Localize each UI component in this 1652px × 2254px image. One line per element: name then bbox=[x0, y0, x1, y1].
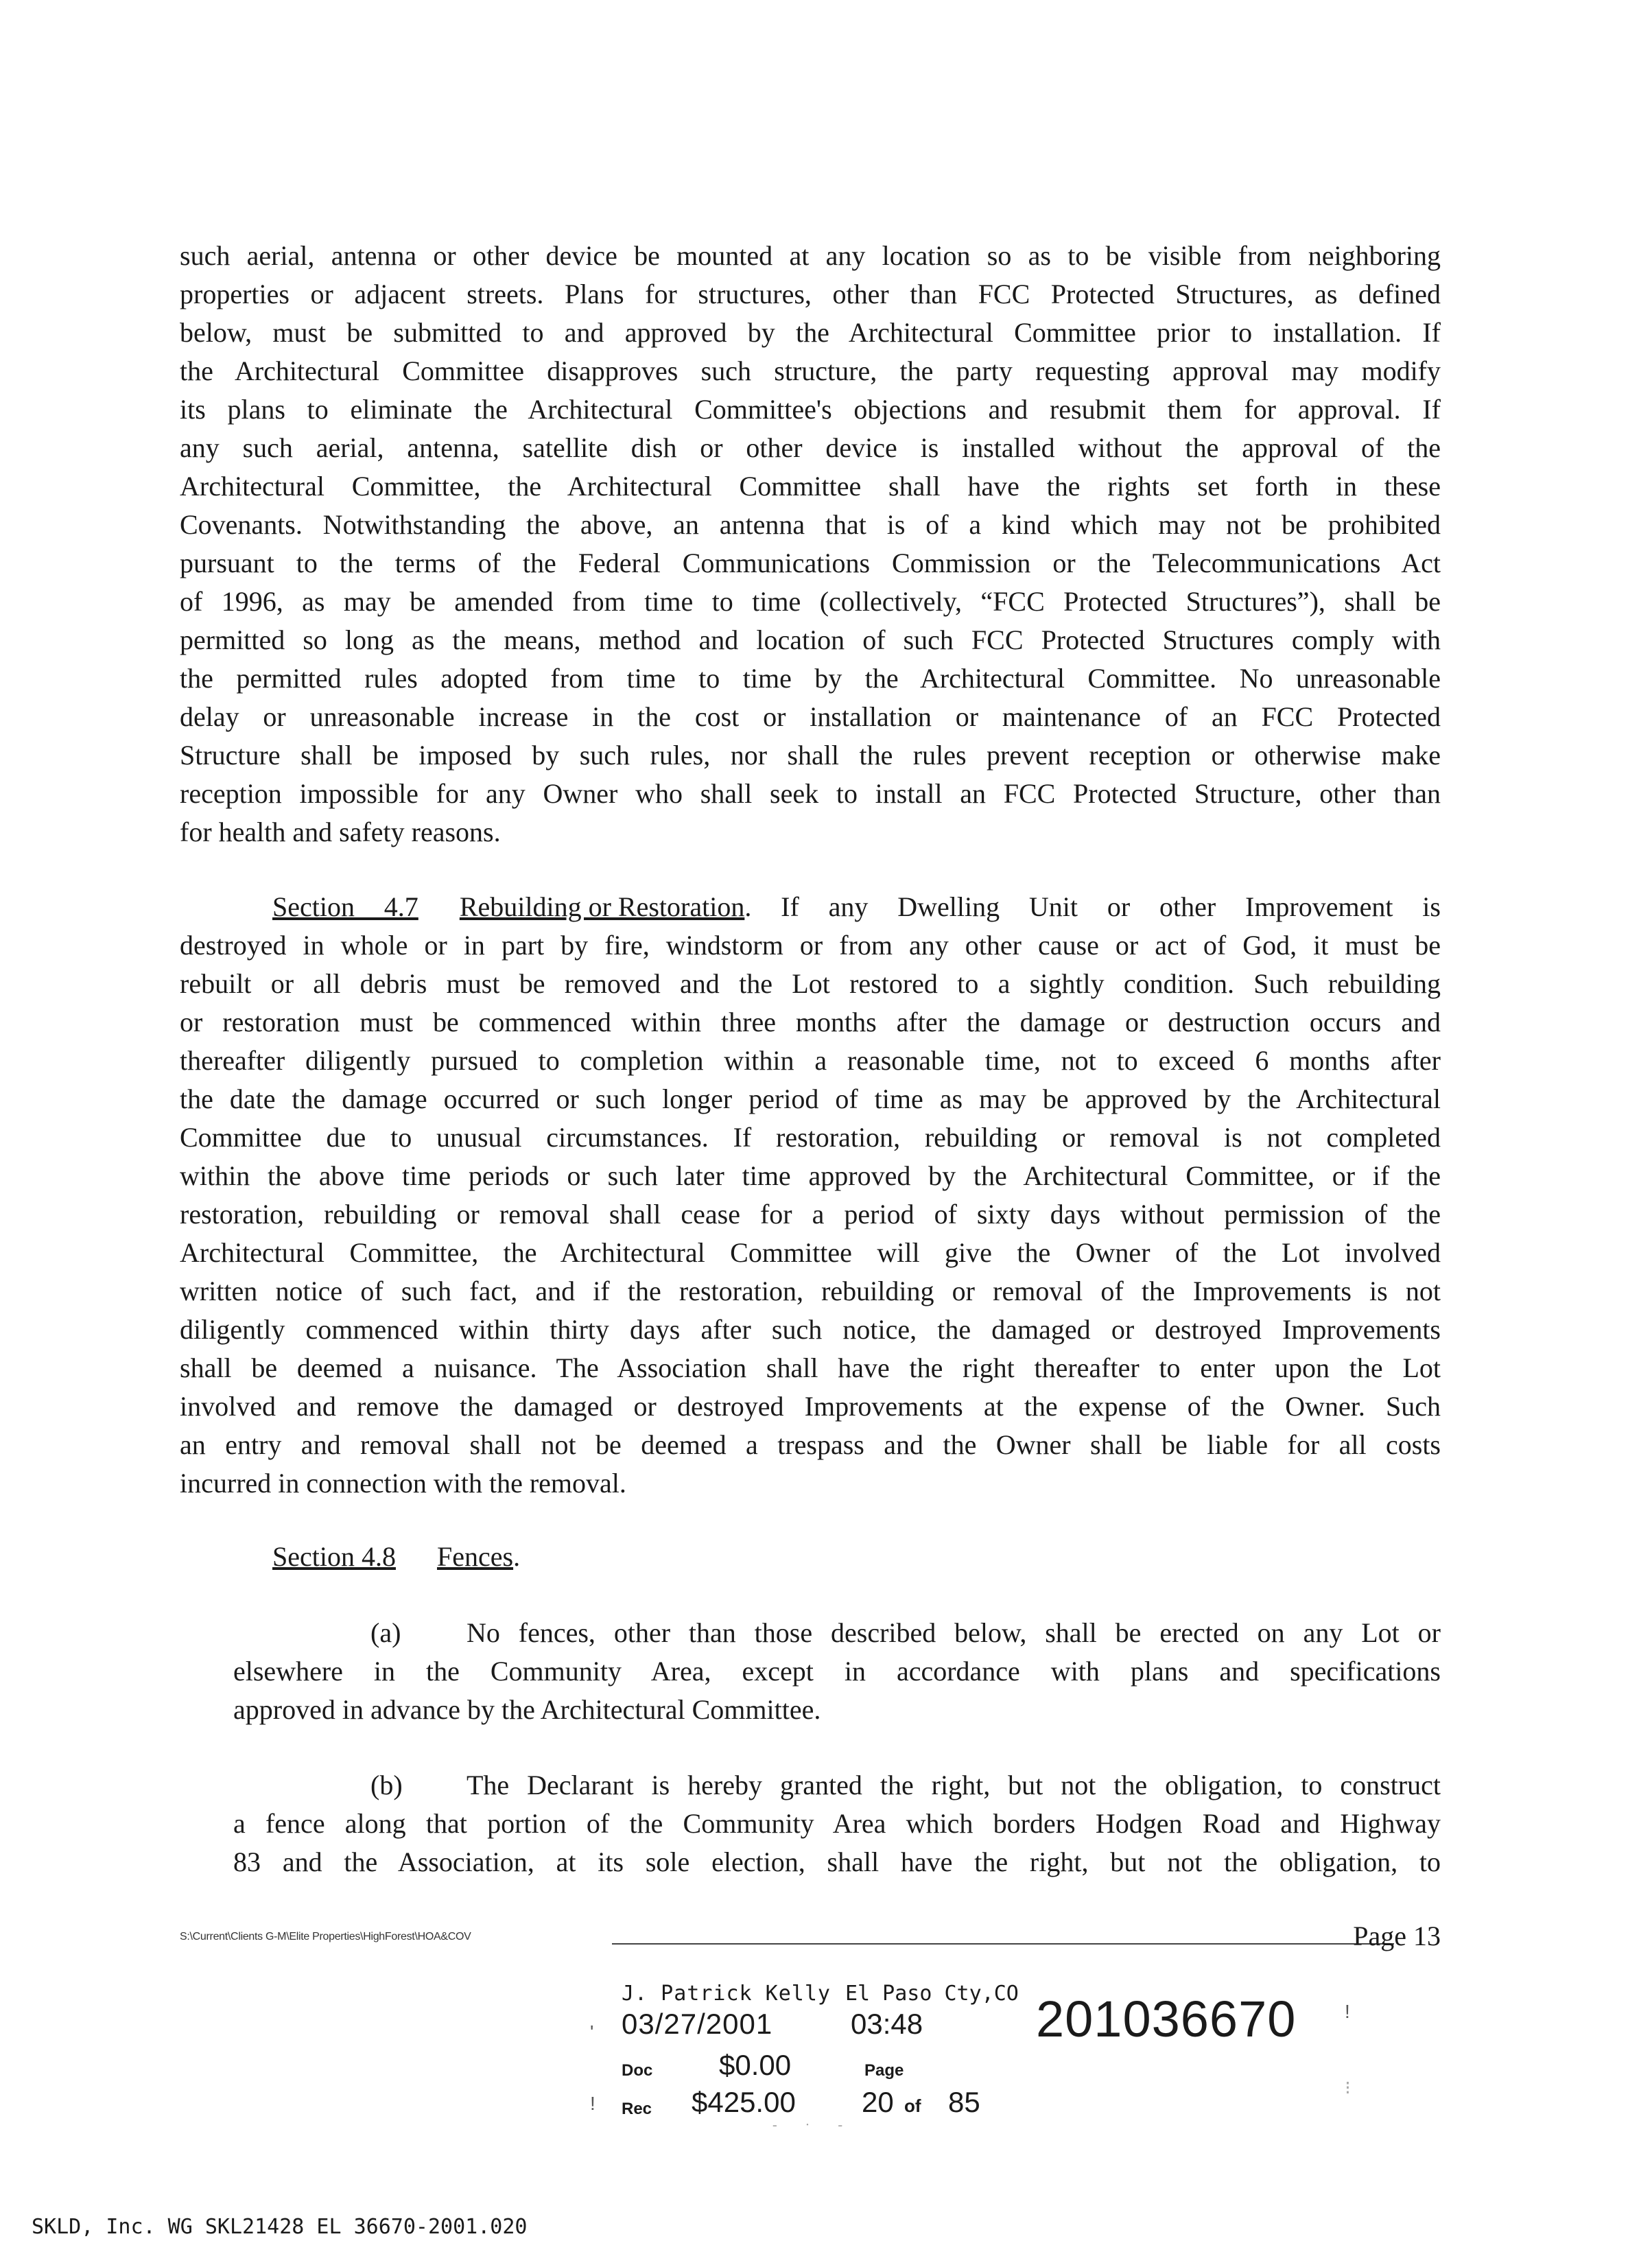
text-line: incurred in connection with the removal. bbox=[180, 1468, 626, 1499]
text-line: Covenants. Notwithstanding the above, an antenna that is of a kind which may not be prohibited bbox=[180, 509, 1441, 540]
text-line: of 1996, as may be amended from time to time (collectively, “FCC Protected Structures”), shall be bbox=[180, 586, 1441, 617]
text-fragment: . bbox=[513, 1541, 521, 1572]
paragraph-antenna-restrictions bbox=[180, 237, 1441, 852]
item-label: (b) bbox=[370, 1770, 403, 1800]
scan-mark: ! bbox=[590, 2093, 595, 2114]
scan-mark: ⁝ bbox=[1345, 2077, 1351, 2098]
reception-number: 201036670 bbox=[1036, 1991, 1297, 2047]
text-line: for health and safety reasons. bbox=[180, 817, 501, 847]
text-line: reception impossible for any Owner who shall seek to install an FCC Protected Structure, other than bbox=[180, 778, 1441, 809]
text-line: restoration, rebuilding or removal shall cease for a period of sixty days without permission of the bbox=[180, 1199, 1441, 1230]
page-label: Page bbox=[864, 2061, 904, 2080]
text-fragment: No fences, other than those described below, shall be erected on any Lot or bbox=[467, 1617, 1441, 1648]
footer-rule bbox=[612, 1943, 1394, 1945]
text-line: a fence along that portion of the Community Area which borders Hodgen Road and Highway bbox=[233, 1808, 1441, 1839]
text-line: the permitted rules adopted from time to time by the Architectural Committee. No unreasonable bbox=[180, 663, 1441, 694]
record-time: 03:48 bbox=[851, 2008, 923, 2040]
text-line: approved in advance by the Architectural Committee. bbox=[233, 1694, 821, 1725]
item-b bbox=[233, 1766, 1441, 1881]
section-heading-line bbox=[180, 888, 1441, 926]
section-title: Fences bbox=[436, 1541, 514, 1572]
scan-mark: ! bbox=[1345, 2001, 1350, 2022]
text-fragment: . If any Dwelling Unit or other Improvement is bbox=[744, 891, 1441, 922]
section-heading-line bbox=[272, 1538, 520, 1576]
text-line: diligently commenced within thirty days after such notice, the damaged or destroyed Improvements bbox=[180, 1314, 1441, 1345]
text-line: rebuilt or all debris must be removed and the Lot restored to a sightly condition. Such rebuilding bbox=[180, 968, 1441, 999]
text-line: or restoration must be commenced within three months after the damage or destruction occurs and bbox=[180, 1007, 1441, 1037]
text-line: 83 and the Association, at its sole election, shall have the right, but not the obligation, to bbox=[233, 1846, 1441, 1877]
section-4-8-heading bbox=[272, 1538, 520, 1576]
section-label: Section 4.8 bbox=[272, 1541, 396, 1572]
text-line: below, must be submitted to and approved by the Architectural Committee prior to installation. If bbox=[180, 317, 1441, 348]
doc-fee: $0.00 bbox=[719, 2049, 792, 2081]
item-first-line bbox=[233, 1766, 1441, 1805]
text-line: shall be deemed a nuisance. The Association shall have the right thereafter to enter upon the Lot bbox=[180, 1352, 1441, 1383]
page-footer bbox=[180, 1921, 1441, 1953]
rec-fee-label: Rec bbox=[622, 2100, 652, 2118]
text-line: the date the damage occurred or such longer period of time as may be approved by the Architectural bbox=[180, 1083, 1441, 1114]
county: El Paso Cty,CO bbox=[845, 1982, 1019, 2006]
section-4-7 bbox=[180, 888, 1441, 1503]
document-identifier: SKLD, Inc. WG SKL21428 EL 36670-2001.020 bbox=[32, 2215, 528, 2239]
item-a bbox=[233, 1614, 1441, 1729]
text-line: Committee due to unusual circumstances. If restoration, rebuilding or removal is not completed bbox=[180, 1122, 1441, 1153]
page-number: Page 13 bbox=[1353, 1921, 1441, 1951]
clerk-name: J. Patrick Kelly bbox=[622, 1982, 831, 2006]
of-label: of bbox=[904, 2095, 921, 2116]
text-line: involved and remove the damaged or destroyed Improvements at the expense of the Owner. Such bbox=[180, 1391, 1441, 1422]
text-line: any such aerial, antenna, satellite dish or other device is installed without the approval of the bbox=[180, 432, 1441, 463]
stamp-page-total: 85 bbox=[948, 2086, 980, 2118]
scan-mark: ' bbox=[590, 2021, 594, 2043]
doc-fee-label: Doc bbox=[622, 2061, 653, 2080]
text-line: written notice of such fact, and if the restoration, rebuilding or removal of the Improvements is not bbox=[180, 1276, 1441, 1306]
item-label: (a) bbox=[370, 1617, 401, 1648]
rec-fee: $425.00 bbox=[692, 2086, 796, 2118]
text-line: Architectural Committee, the Architectural Committee shall have the rights set forth in these bbox=[180, 471, 1441, 502]
text-line: such aerial, antenna or other device be mounted at any location so as to be visible from neighboring bbox=[180, 240, 1441, 271]
text-line: the Architectural Committee disapproves such structure, the party requesting approval may modify bbox=[180, 355, 1441, 386]
text-line: properties or adjacent streets. Plans for structures, other than FCC Protected Structures, as defined bbox=[180, 279, 1441, 309]
text-line: within the above time periods or such later time approved by the Architectural Committee, or if the bbox=[180, 1160, 1441, 1191]
text-line: destroyed in whole or in part by fire, windstorm or from any other cause or act of God, it must be bbox=[180, 930, 1441, 961]
section-label: Section 4.7 bbox=[272, 891, 418, 922]
scan-smudge: - · - bbox=[772, 2117, 855, 2133]
text-line: thereafter diligently pursued to completion within a reasonable time, not to exceed 6 months after bbox=[180, 1045, 1441, 1076]
record-date: 03/27/2001 bbox=[622, 2008, 773, 2040]
text-line: permitted so long as the means, method and location of such FCC Protected Structures comply with bbox=[180, 624, 1441, 655]
text-line: pursuant to the terms of the Federal Communications Commission or the Telecommunications Act bbox=[180, 548, 1441, 578]
recording-stamp bbox=[590, 1976, 1358, 2118]
text-line: elsewhere in the Community Area, except in accordance with plans and specifications bbox=[233, 1656, 1441, 1687]
text-line: an entry and removal shall not be deemed a trespass and the Owner shall be liable for all costs bbox=[180, 1429, 1441, 1460]
text-fragment: The Declarant is hereby granted the right, but not the obligation, to construct bbox=[467, 1770, 1441, 1800]
text-line: its plans to eliminate the Architectural Committee's objections and resubmit them for approval. If bbox=[180, 394, 1441, 425]
text-line: delay or unreasonable increase in the cost or installation or maintenance of an FCC Protected bbox=[180, 701, 1441, 732]
item-first-line bbox=[233, 1614, 1441, 1652]
text-line: Architectural Committee, the Architectural Committee will give the Owner of the Lot involved bbox=[180, 1237, 1441, 1268]
stamp-page-number: 20 bbox=[862, 2086, 894, 2118]
section-title: Rebuilding or Restoration bbox=[459, 891, 745, 922]
text-line: Structure shall be imposed by such rules, nor shall the rules prevent reception or otherwise make bbox=[180, 740, 1441, 771]
file-path: S:\Current\Clients G-M\Elite Properties\HighForest\HOA&COV bbox=[180, 1931, 471, 1942]
